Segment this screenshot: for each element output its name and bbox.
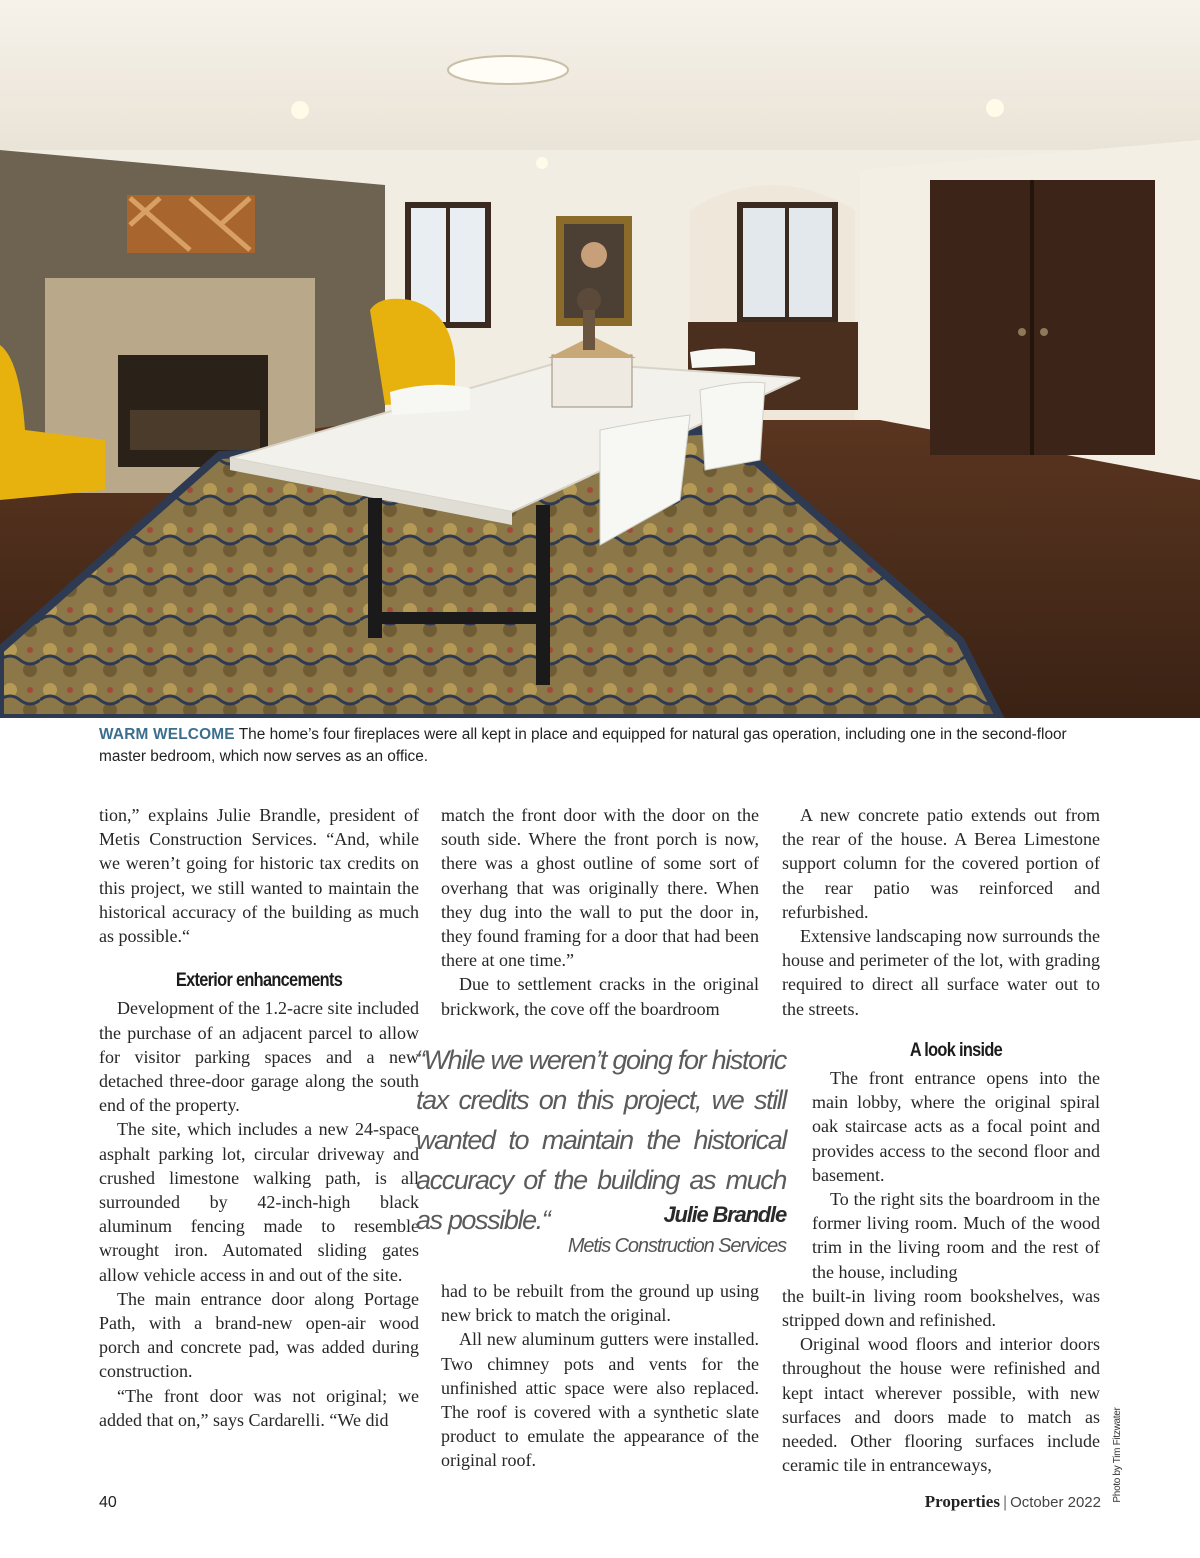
column-1: [99, 803, 419, 1432]
caption-text: The home’s four fireplaces were all kept in place and equipped for natural gas operation, including one in the second-floor master bedroom, which now serves as an office.: [99, 726, 1067, 765]
column-2-bottom: [441, 1279, 759, 1473]
col3-paragraph-4b: the built-in living room bookshelves, was stripped down and refinished.: [782, 1285, 1100, 1331]
col2-paragraph-2: Due to settlement cracks in the original brickwork, the cove off the boardroom: [441, 974, 759, 1019]
col2-paragraph-4: All new aluminum gutters were installed. Two chimney pots and vents for the unfinished attic space were also replaced. The roof is covered with a synthetic slate product to emulate the appearance of the original roof.: [441, 1329, 759, 1471]
col3-paragraph-3: The front entrance opens into the main lobby, where the original spiral oak staircase acts as a focal point and provides access to the second floor and basement.: [812, 1068, 1100, 1185]
col1-paragraph-5: “The front door was not original; we added that on,” says Cardarelli. “We did: [99, 1385, 419, 1430]
page-number: 40: [99, 1494, 117, 1511]
room-photo: [0, 0, 1200, 718]
magazine-name: Properties: [924, 1492, 1000, 1511]
pull-quote-name: Julie Brandle: [663, 1202, 786, 1227]
col1-paragraph-2: Development of the 1.2-acre site included the purchase of an adjacent parcel to allow for visitor parking spaces and a new detached three-door garage along the south end of the property.: [99, 998, 419, 1116]
issue-date: October 2022: [1010, 1494, 1101, 1511]
pull-quote: “While we weren’t going for historic tax credits on this project, we still wanted to maintain the historical accuracy of the building as much as possible.“: [416, 1045, 786, 1235]
col3-paragraph-2: Extensive landscaping now surrounds the house and perimeter of the lot, with grading required to direct all surface water out to the streets.: [782, 926, 1100, 1019]
subhead-exterior: Exterior enhancements: [175, 970, 343, 992]
col2-paragraph-3: had to be rebuilt from the ground up using new brick to match the original.: [441, 1281, 759, 1326]
col1-paragraph-1: tion,” explains Julie Brandle, president of Metis Construction Services. “And, while we weren’t going for historic tax credits on this project, we still wanted to maintain the historical accuracy of the building as much as possible.“: [99, 805, 419, 947]
photo-credit: Photo by Tim Fitzwater: [1112, 1407, 1123, 1503]
column-3-bottom: [782, 1066, 1100, 1477]
col2-paragraph-1: match the front door with the door on the south side. Where the front porch is now, there was a ghost outline of some sort of overhang that was originally there. When they dug into the wall to put the door in, they found framing for a door that had been there at one time.”: [441, 805, 759, 971]
col3-paragraph-1: A new concrete patio extends out from the rear of the house. A Berea Limestone support column for the covered portion of the rear patio was reinforced and refurbished.: [782, 805, 1100, 922]
col3-paragraph-4a: To the right sits the boardroom in the former living room. Much of the wood trim in the living room and the rest of the house, including: [812, 1189, 1100, 1282]
col3-paragraph-5: Original wood floors and interior doors throughout the house were refinished and kept intact wherever possible, with new surfaces and doors made to match as needed. Other flooring surfaces include ceramic tile in entranceways,: [782, 1334, 1100, 1476]
col1-paragraph-4: The main entrance door along Portage Path, with a brand-new open-air wood porch and concrete pad, was added during construction.: [99, 1288, 419, 1382]
caption-lead: WARM WELCOME: [99, 726, 235, 743]
footer-folio: [925, 1492, 1101, 1512]
folio-separator: |: [1002, 1494, 1008, 1511]
col3-narrow-block: [782, 1066, 1100, 1284]
col1-paragraph-3: The site, which includes a new 24-space asphalt parking lot, circular driveway and crushed limestone walking path, is all surrounded by 42-inch-high black aluminum fencing made to resemble wrought iron. Automated sliding gates allow vehicle access in and out of the site.: [99, 1119, 419, 1285]
pull-quote-org: Metis Construction Services: [567, 1235, 786, 1257]
column-2-top: [441, 803, 759, 1021]
subhead-look-inside: A look inside: [909, 1040, 1003, 1061]
photo-caption: [99, 724, 1104, 768]
column-3-top: [782, 803, 1100, 1021]
